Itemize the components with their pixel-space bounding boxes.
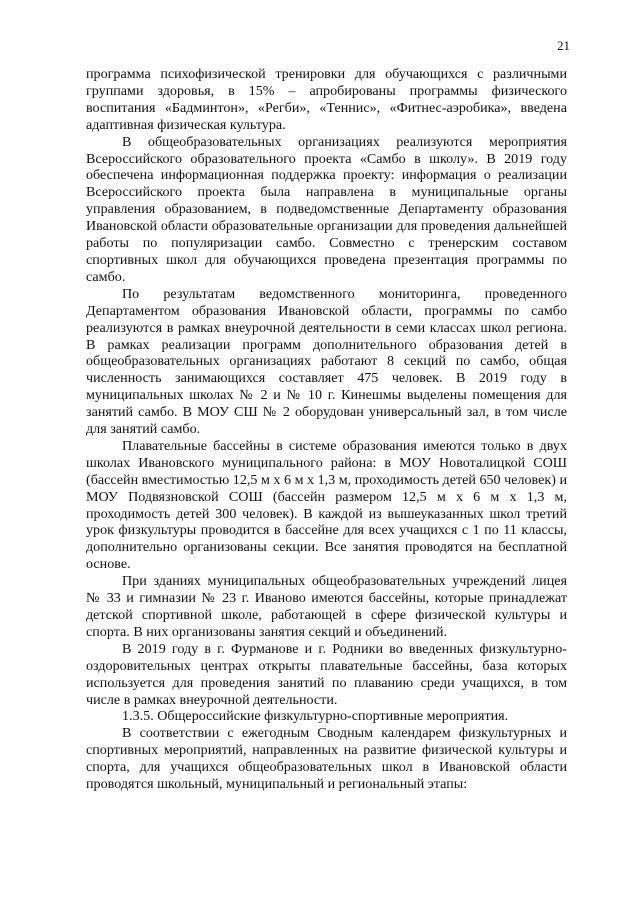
paragraph-1: программа психофизической тренировки для обучающихся с различными группами здоровья, в 15% – апробированы программы физического воспитания «Бадминтон», «Регби», «Теннис», «Фитнес-аэробика», введена адаптивная физическая культура. [86,66,567,133]
paragraph-6: В 2019 году в г. Фурманове и г. Родники во введенных физкультурно-оздоровительных центрах открыты плавательные бассейны, база которых используется для проведения занятий по плаванию среди учащихся, в том числе в рамках внеурочной деятельности. [86,640,567,708]
document-body [86,66,567,793]
paragraph-4: Плавательные бассейны в системе образования имеются только в двух школах Ивановского муниципального района: в МОУ Новоталицкой СОШ (бассейн вместимостью 12,5 м х 6 м х 1,3 м, проходимость детей 650 человек) и МОУ Подвязновской СОШ (бассейн размером 12,5 м х 6 м х 1,3 м, проходимость детей 300 человек). В каждой из вышеуказанных школ третий урок физкультуры проводится в бассейне для всех учащихся с 1 по 11 классы, дополнительно организованы секции. Все занятия проводятся на бесплатной основе. [86,437,567,573]
paragraph-7: В соответствии с ежегодным Сводным календарем физкультурных и спортивных мероприятий, направленных на развитие физической культуры и спорта, для учащихся общеобразовательных школ в Ивановской области проводятся школьный, муниципальный и региональный этапы: [86,725,567,793]
page-number: 21 [557,38,570,53]
section-heading: 1.3.5. Общероссийские физкультурно-спортивные мероприятия. [122,708,509,725]
paragraph-5: При зданиях муниципальных общеобразовательных учреждений лицея № 33 и гимназии № 23 г. Иваново имеются бассейны, которые принадлежат детской спортивной школе, работающей в сфере физической культуры и спорта. В них организованы занятия секций и объединений. [86,573,567,640]
paragraph-3: По результатам ведомственного мониторинга, проведенного Департаментом образования Ивановской области, программы по самбо реализуются в рамках внеурочной деятельности в семи классах школ региона. В рамках реализации программ дополнительного образования детей в общеобразовательных организациях работают 8 секций по самбо, общая численность занимающихся составляет 475 человек. В 2019 году в муниципальных школах № 2 и № 10 г. Кинешмы выделены помещения для занятий самбо. В МОУ СШ № 2 оборудован универсальный зал, в том числе для занятий самбо. [86,285,567,438]
paragraph-2: В общеобразовательных организациях реализуются мероприятия Всероссийского образовательного проекта «Самбо в школу». В 2019 году обеспечена информационная поддержка проекту: информация о реализации Всероссийского проекта была направлена в муниципальные органы управления образованием, в подведомственные Департаменту образования Ивановской области образовательные организации для проведения дальнейшей работы по популяризации самбо. Совместно с тренерским составом спортивных школ для обучающихся проведена презентация программы по самбо. [86,133,567,285]
